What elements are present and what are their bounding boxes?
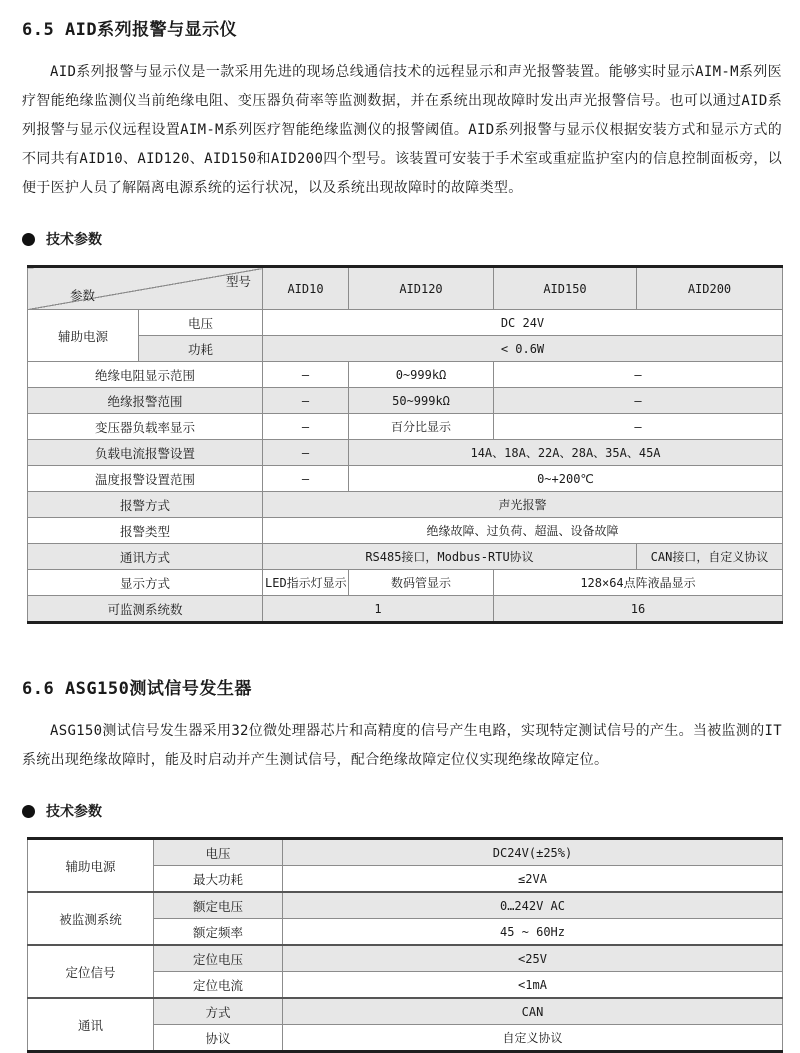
- asg150-spec-table: [27, 837, 783, 1053]
- alarm-type-label-cell: 报警类型: [28, 518, 263, 544]
- display-aid10-cell: LED指示灯显示: [263, 570, 349, 596]
- param-value-cell: 自定义协议: [283, 1025, 783, 1052]
- tech-params-heading-1: [22, 229, 782, 249]
- power-label-cell: 功耗: [139, 336, 263, 362]
- section-6-5-paragraph: AID系列报警与显示仪是一款采用先进的现场总线通信技术的远程显示和声光报警装置。能够实时显示AIM-M系列医疗智能绝缘监测仪当前绝缘电阻、变压器负荷率等监测数据，并在系统出现故障时发出声光报警信号。也可以通过AID系列报警与显示仪远程设置AIM-M系列医疗智能绝缘监测仪的报警阈值。AID系列报警与显示仪根据安装方式和显示方式的不同共有AID10、AID120、AID150和AID200四个型号。该装置可安装于手术室或重症监护室内的信息控制面板旁，以便于医护人员了解隔离电源系统的运行状况，以及系统出现故障时的故障类型。: [22, 64, 782, 196]
- load-rate-others-cell: —: [494, 414, 783, 440]
- param-value-cell: <1mA: [283, 972, 783, 999]
- param-value-cell: 0…242V AC: [283, 892, 783, 919]
- ins-alarm-others-cell: —: [494, 388, 783, 414]
- load-rate-aid120-cell: 百分比显示: [349, 414, 494, 440]
- param-label-cell: 额定电压: [154, 892, 283, 919]
- table-row: [28, 570, 783, 596]
- comm-rs485-cell: RS485接口，Modbus-RTU协议: [263, 544, 637, 570]
- model-col-aid10: AID10: [263, 267, 349, 310]
- bullet-circle-icon: [22, 233, 35, 246]
- alarm-mode-label-cell: 报警方式: [28, 492, 263, 518]
- section-6-6-paragraph: ASG150测试信号发生器采用32位微处理器芯片和高精度的信号产生电路，实现特定测试信号的产生。当被监测的IT系统出现绝缘故障时，能及时启动并产生测试信号，配合绝缘故障定位仪实现绝缘故障定位。: [22, 723, 782, 768]
- aux-power-group-cell: 辅助电源: [28, 839, 154, 893]
- section-title-6-6: 6.6 ASG150测试信号发生器: [22, 679, 252, 699]
- power-value-cell: < 0.6W: [263, 336, 783, 362]
- load-rate-label-cell: 变压器负载率显示: [28, 414, 263, 440]
- ins-display-aid120-cell: 0~999kΩ: [349, 362, 494, 388]
- param-label-cell: 额定频率: [154, 919, 283, 946]
- table-row: [28, 388, 783, 414]
- header-param-label: 参数: [70, 288, 96, 303]
- table-row: [28, 596, 783, 623]
- alarm-type-value-cell: 绝缘故障、过负荷、超温、设备故障: [263, 518, 783, 544]
- param-value-cell: CAN: [283, 998, 783, 1025]
- table-row: [28, 544, 783, 570]
- table-row: [28, 466, 783, 492]
- load-alarm-label-cell: 负载电流报警设置: [28, 440, 263, 466]
- table-row: [28, 310, 783, 336]
- comm-group-cell: 通讯: [28, 998, 154, 1052]
- load-alarm-aid10-cell: —: [263, 440, 349, 466]
- param-label-cell: 电压: [154, 839, 283, 866]
- systems-count-1-cell: 1: [263, 596, 494, 623]
- locating-signal-group-cell: 定位信号: [28, 945, 154, 998]
- temp-alarm-value-cell: 0~+200℃: [349, 466, 783, 492]
- ins-alarm-label-cell: 绝缘报警范围: [28, 388, 263, 414]
- param-label-cell: 定位电流: [154, 972, 283, 999]
- display-label-cell: 显示方式: [28, 570, 263, 596]
- header-model-label: 型号: [225, 274, 251, 289]
- diagonal-header-cell: [28, 267, 263, 310]
- param-value-cell: 45 ~ 60Hz: [283, 919, 783, 946]
- table-header-row: [28, 267, 783, 310]
- systems-label-cell: 可监测系统数: [28, 596, 263, 623]
- tech-params-label: 技术参数: [46, 232, 102, 248]
- comm-can-cell: CAN接口，自定义协议: [637, 544, 783, 570]
- temp-alarm-aid10-cell: —: [263, 466, 349, 492]
- aux-power-group-cell: 辅助电源: [28, 310, 139, 362]
- param-label-cell: 方式: [154, 998, 283, 1025]
- tech-params-heading-2: [22, 801, 782, 821]
- table-row: [28, 892, 783, 919]
- section-title-6-5: 6.5 AID系列报警与显示仪: [22, 20, 238, 40]
- model-col-aid150: AID150: [494, 267, 637, 310]
- ins-display-aid10-cell: —: [263, 362, 349, 388]
- ins-alarm-aid120-cell: 50~999kΩ: [349, 388, 494, 414]
- temp-alarm-label-cell: 温度报警设置范围: [28, 466, 263, 492]
- aid-series-spec-table: [27, 265, 783, 624]
- load-alarm-value-cell: 14A、18A、22A、28A、35A、45A: [349, 440, 783, 466]
- ins-display-others-cell: —: [494, 362, 783, 388]
- load-rate-aid10-cell: —: [263, 414, 349, 440]
- voltage-label-cell: 电压: [139, 310, 263, 336]
- param-value-cell: ≤2VA: [283, 866, 783, 893]
- param-value-cell: DC24V(±25%): [283, 839, 783, 866]
- tech-params-label: 技术参数: [46, 804, 102, 820]
- model-col-aid120: AID120: [349, 267, 494, 310]
- ins-display-label-cell: 绝缘电阻显示范围: [28, 362, 263, 388]
- ins-alarm-aid10-cell: —: [263, 388, 349, 414]
- table-row: [28, 492, 783, 518]
- alarm-mode-value-cell: 声光报警: [263, 492, 783, 518]
- table-row: [28, 362, 783, 388]
- monitored-system-group-cell: 被监测系统: [28, 892, 154, 945]
- table-row: [28, 998, 783, 1025]
- table-row: [28, 414, 783, 440]
- comm-label-cell: 通讯方式: [28, 544, 263, 570]
- display-aid120-cell: 数码管显示: [349, 570, 494, 596]
- table-row: [28, 945, 783, 972]
- table-row: [28, 440, 783, 466]
- table-row: [28, 518, 783, 544]
- model-col-aid200: AID200: [637, 267, 783, 310]
- systems-count-16-cell: 16: [494, 596, 783, 623]
- param-value-cell: <25V: [283, 945, 783, 972]
- table-row: [28, 336, 783, 362]
- param-label-cell: 最大功耗: [154, 866, 283, 893]
- table-row: [28, 839, 783, 866]
- bullet-circle-icon: [22, 805, 35, 818]
- param-label-cell: 定位电压: [154, 945, 283, 972]
- param-label-cell: 协议: [154, 1025, 283, 1052]
- voltage-value-cell: DC 24V: [263, 310, 783, 336]
- display-others-cell: 128×64点阵液晶显示: [494, 570, 783, 596]
